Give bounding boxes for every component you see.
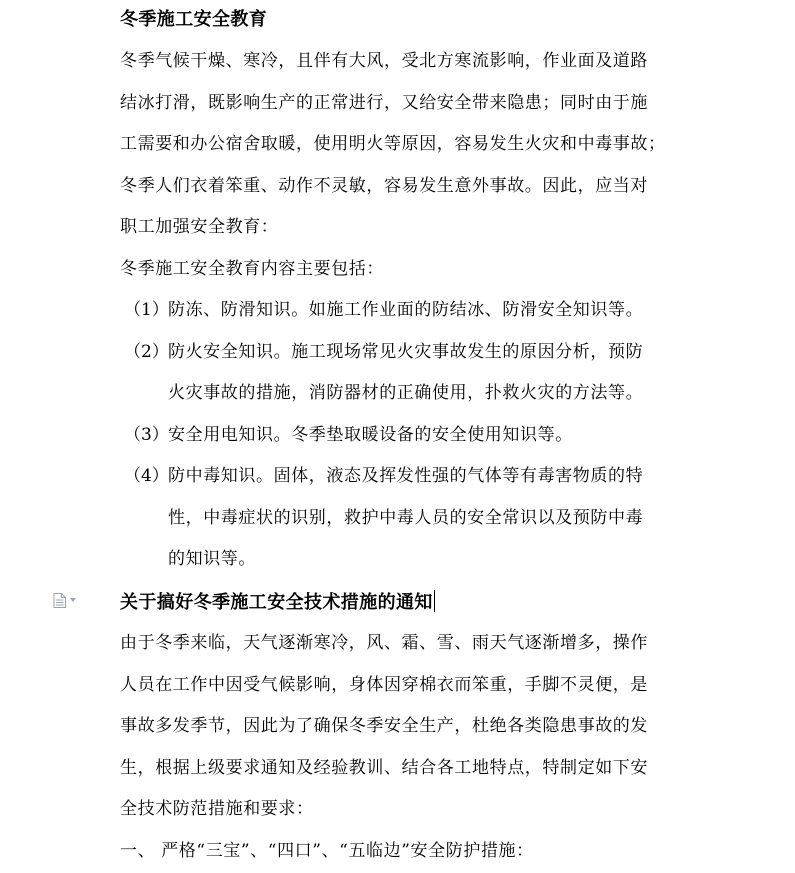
paragraph-line: 冬季气候干燥、寒冷，且伴有大风，受北方寒流影响，作业面及道路 [120,51,648,71]
section-title: 冬季施工安全教育 [120,9,268,30]
text-cursor [434,590,436,612]
paragraph-line: 职工加强安全教育： [120,217,279,237]
list-heading: 一、 严格“三宝”、“四口”、“五临边”安全防护措施： [120,841,534,861]
list-item-text: 安全用电知识。冬季垫取暖设备的安全使用知识等。 [168,425,573,445]
list-item-text: 火灾事故的措施，消防器材的正确使用，扑救火灾的方法等。 [168,383,644,403]
section-title-wrap [120,590,435,614]
chevron-down-icon [70,598,76,602]
paragraph-line: 生，根据上级要求通知及经验教训、结合各工地特点，特制定如下安 [120,758,648,778]
paragraph-line: 冬季人们衣着笨重、动作不灵敏，容易发生意外事故。因此，应当对 [120,176,648,196]
list-item-number: （2） [124,342,169,362]
list-item-number: （1） [124,300,169,320]
document-icon [53,593,66,608]
paragraph-line: 全技术防范措施和要求： [120,799,314,819]
list-item-text: 防中毒知识。固体，液态及挥发性强的气体等有毒害物质的特 [168,466,644,486]
paragraph-line: 工需要和办公宿舍取暖，使用明火等原因，容易发生火灾和中毒事故； [120,134,666,154]
list-item-text: 的知识等。 [168,549,256,569]
list-item-text: 防火安全知识。施工现场常见火灾事故发生的原因分析，预防 [168,342,644,362]
list-item-text: 防冻、防滑知识。如施工作业面的防结冰、防滑安全知识等。 [168,300,644,320]
paragraph-line: 由于冬季来临，天气逐渐寒冷，风、霜、雪、雨天气逐渐增多，操作 [120,633,648,653]
section-title: 关于搞好冬季施工安全技术措施的通知 [120,592,433,613]
list-item-number: （4） [124,466,169,486]
paragraph-line: 结冰打滑，既影响生产的正常进行，又给安全带来隐患；同时由于施 [120,93,648,113]
paragraph-line: 人员在工作中因受气候影响，身体因穿棉衣而笨重，手脚不灵便，是 [120,675,648,695]
paragraph-line: 事故多发季节，因此为了确保冬季安全生产，杜绝各类隐患事故的发 [120,716,648,736]
list-item-number: （3） [124,425,169,445]
list-item-text: 性，中毒症状的识别，救护中毒人员的安全常识以及预防中毒 [168,508,644,528]
list-intro: 冬季施工安全教育内容主要包括： [120,259,384,279]
paragraph-options-button[interactable] [53,593,83,609]
